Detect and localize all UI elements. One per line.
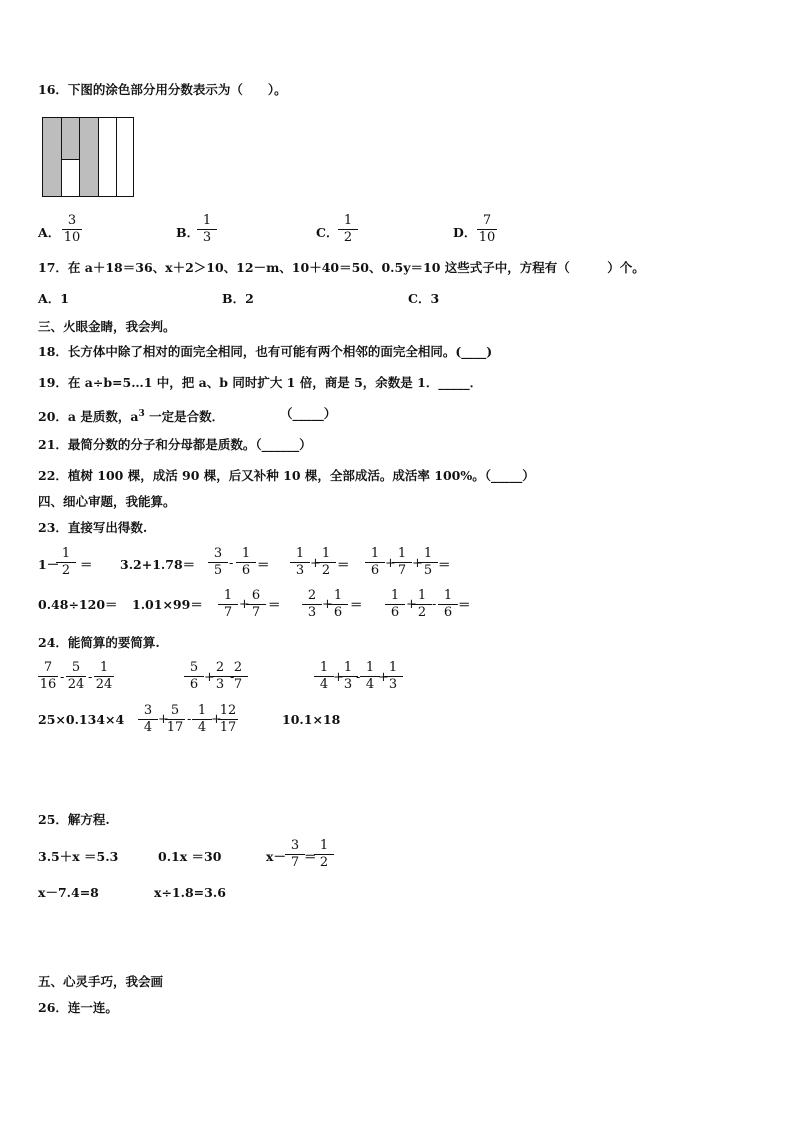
q23-fraction: $\frac{1}{6}$ (326, 588, 350, 620)
minus-sign: - (356, 670, 361, 685)
q24-fraction: $\frac{5}{6}$ (182, 660, 206, 692)
q24-fraction: $\frac{3}{4}$ (136, 703, 160, 735)
q24-fraction: $\frac{5}{17}$ (166, 703, 184, 735)
q16-option-a-fraction (60, 213, 84, 245)
minus-sign: - (88, 670, 93, 685)
q23-fraction: $\frac{6}{7}$ (244, 588, 268, 620)
q20-blank: （_____） (280, 406, 337, 421)
q16-option-b-label: B． (176, 225, 200, 240)
numerator: 7 (482, 213, 492, 228)
figure-col-2-shaded-top (62, 118, 79, 160)
q23-r1c1-prefix: 1－ (38, 557, 60, 572)
q24-fraction: $\frac{7}{16}$ (39, 660, 57, 692)
plus-sign: + (310, 556, 321, 571)
q23-r2c1: 0.48÷120＝ (38, 597, 118, 612)
minus-sign: - (432, 597, 437, 612)
plus-sign: + (322, 597, 333, 612)
q23-fraction: $\frac{3}{5}$ (206, 546, 230, 578)
q16-option-c-label: C． (316, 225, 339, 240)
minus-sign: - (60, 670, 65, 685)
q16-option-b-fraction (195, 213, 219, 245)
denominator: 10 (63, 230, 81, 245)
q23-stem: 23．直接写出得数. (38, 520, 148, 535)
q23-r2c2: 1.01×99＝ (132, 597, 203, 612)
figure-col-3 (80, 118, 99, 196)
minus-sign: - (230, 670, 235, 685)
q26-text: 26．连一连。 (38, 1000, 118, 1015)
q24-fraction: $\frac{1}{4}$ (358, 660, 382, 692)
q23-equals: ＝ (257, 557, 270, 572)
plus-sign: + (158, 712, 169, 727)
q22-text: 22．植树 100 棵，成活 90 棵，后又补种 10 棵，全部成活。成活率 100%。（_____） (38, 468, 535, 483)
q25-equation-2: 0.1x ＝30 (158, 849, 222, 864)
q25-equation-4: x－7.4=8 (38, 885, 99, 900)
q16-option-c-fraction (336, 213, 360, 245)
plus-sign: + (333, 670, 344, 685)
q25-equation-3-equals: ＝ (304, 849, 317, 864)
q25-equation-1: 3.5＋x ＝5.3 (38, 849, 119, 864)
q24-fraction: $\frac{1}{3}$ (336, 660, 360, 692)
plus-sign: + (412, 556, 423, 571)
q23-fraction: $\frac{1}{2}$ (410, 588, 434, 620)
minus-sign: - (229, 556, 234, 571)
q16-option-d-label: D． (453, 225, 477, 240)
q17-option-c: C．3 (408, 291, 440, 306)
figure-col-4 (99, 118, 117, 196)
q19-text: 19．在 a÷b=5…1 中，把 a、b 同时扩大 1 倍，商是 5，余数是 1．_____． (38, 375, 483, 390)
q17-option-b: B．2 (222, 291, 254, 306)
plus-sign: + (239, 597, 250, 612)
q20-post: 一定是合数． (144, 409, 225, 425)
q23-fraction: $\frac{1}{6}$ (234, 546, 258, 578)
plus-sign: + (378, 670, 389, 685)
plus-sign: + (385, 556, 396, 571)
q23-equals: ＝ (80, 557, 93, 572)
q20-pre: 20．a 是质数，a (38, 409, 139, 425)
q24-expr-6: 10.1×18 (282, 712, 341, 727)
numerator: 3 (67, 213, 77, 228)
q16-stem: 16．下图的涂色部分用分数表示为（ ）。 (38, 82, 287, 97)
q23-fraction: $\frac{1}{7}$ (216, 588, 240, 620)
q24-fraction: $\frac{1}{4}$ (190, 703, 214, 735)
q23-equals: ＝ (350, 597, 363, 612)
q17-option-a: A．1 (38, 291, 69, 306)
q23-fraction: $\frac{1}{5}$ (416, 546, 440, 578)
q25-stem: 25．解方程. (38, 812, 110, 827)
q25-equation-5: x÷1.8=3.6 (154, 885, 226, 900)
q25-equation-3-prefix: x－ (266, 849, 286, 864)
q24-expr-5: 25×0.134×4 (38, 712, 125, 727)
denominator: 2 (338, 229, 358, 245)
q23-equals: ＝ (458, 597, 471, 612)
q23-equals: ＝ (438, 557, 451, 572)
q16-option-a-label: A． (38, 225, 61, 240)
q23-fraction: $\frac{1}{6}$ (383, 588, 407, 620)
q20-text (38, 406, 224, 425)
q23-fraction: $\frac{1}{2}$ (54, 546, 78, 578)
q24-fraction: $\frac{2}{7}$ (226, 660, 250, 692)
denominator: 3 (197, 229, 217, 245)
q23-fraction: $\frac{2}{3}$ (300, 588, 324, 620)
q24-fraction: $\frac{5}{24}$ (67, 660, 85, 692)
q24-fraction: $\frac{1}{24}$ (95, 660, 113, 692)
plus-sign: + (204, 670, 215, 685)
plus-sign: + (211, 712, 222, 727)
q23-equals: ＝ (337, 557, 350, 572)
q23-fraction: $\frac{1}{6}$ (436, 588, 460, 620)
q24-fraction: $\frac{1}{3}$ (381, 660, 405, 692)
q23-fraction: $\frac{1}{7}$ (390, 546, 414, 578)
denominator: 10 (478, 230, 496, 245)
plus-sign: + (406, 597, 417, 612)
q17-stem: 17．在 a＋18＝36、x＋2＞10、12－m、10＋40＝50、0.5y＝10 这些式子中，方程有（ ）个。 (38, 260, 645, 275)
numerator: 1 (202, 213, 212, 228)
fraction-figure (42, 117, 134, 197)
q23-r1c2: 3.2+1.78＝ (120, 557, 196, 572)
section-5-heading: 五、心灵手巧，我会画 (38, 974, 164, 989)
q24-fraction: $\frac{1}{4}$ (312, 660, 336, 692)
q25-fraction: $\frac{1}{2}$ (312, 838, 336, 870)
section-4-heading: 四、细心审题，我能算。 (38, 494, 176, 509)
figure-col-1 (43, 118, 62, 196)
figure-col-2 (62, 118, 80, 196)
minus-sign: - (187, 712, 192, 727)
section-3-heading: 三、火眼金睛，我会判。 (38, 319, 176, 334)
q16-option-d-fraction (475, 213, 499, 245)
q23-fraction: $\frac{1}{3}$ (288, 546, 312, 578)
q23-fraction: $\frac{1}{6}$ (363, 546, 387, 578)
q20-exponent: 3 (138, 409, 145, 419)
q23-equals: ＝ (268, 597, 281, 612)
numerator: 1 (343, 213, 353, 228)
figure-col-5 (117, 118, 133, 196)
q23-fraction: $\frac{1}{2}$ (314, 546, 338, 578)
q25-fraction: $\frac{3}{7}$ (283, 838, 307, 870)
q18-text: 18．长方体中除了相对的面完全相同，也有可能有两个相邻的面完全相同。(____) (38, 344, 493, 359)
q24-fraction: $\frac{2}{3}$ (208, 660, 232, 692)
q24-stem: 24．能简算的要简算. (38, 635, 160, 650)
q24-fraction: $\frac{12}{17}$ (219, 703, 237, 735)
q21-text: 21．最简分数的分子和分母都是质数。（______） (38, 437, 312, 452)
